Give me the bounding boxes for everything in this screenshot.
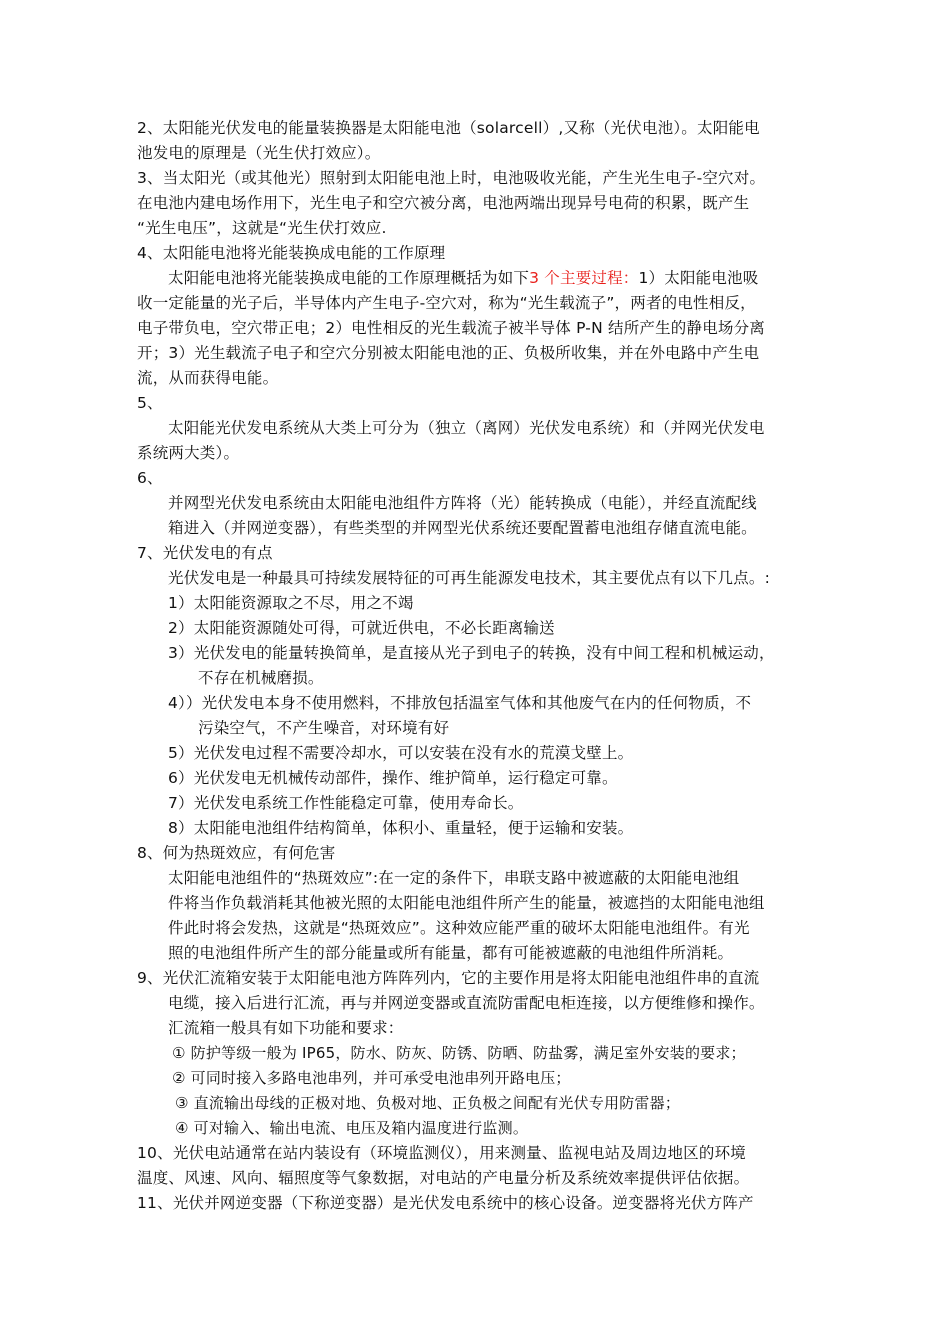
- q3-line-2: 在电池内建电场作用下，光生电子和空穴被分离，电池两端出现异号电荷的积累，既产生: [137, 194, 750, 212]
- q8-heading: 8、何为热斑效应，有何危害: [137, 844, 336, 862]
- q7-item-2: 2）太阳能资源随处可得，可就近供电，不必长距离输送: [168, 619, 555, 637]
- q7-item-6: 6）光伏发电无机械传动部件，操作、维护简单，运行稳定可靠。: [168, 769, 618, 787]
- q7-heading: 7、光伏发电的有点: [137, 544, 273, 562]
- q4-para-lead: 太阳能电池将光能装换成电能的工作原理概括为如下: [168, 269, 530, 287]
- q10-line-2: 温度、风速、风向、辐照度等气象数据，对电站的产电量分析及系统效率提供评估依据。: [137, 1169, 750, 1187]
- q8-line-4: 照的电池组件所产生的部分能量或所有能量，都有可能被遮蔽的电池组件所消耗。: [168, 944, 734, 962]
- q4-para-step1: 1）太阳能电池吸: [638, 269, 759, 287]
- q3-line-3: “光生电压”，这就是“光生伏打效应.: [137, 219, 387, 237]
- q11-line-1: 11、光伏并网逆变器（下称逆变器）是光伏发电系统中的核心设备。逆变器将光伏方阵产: [137, 1194, 754, 1212]
- q9-item-1: ① 防护等级一般为 IP65，防水、防灰、防锈、防晒、防盐雾，满足室外安装的要求；: [172, 1044, 746, 1062]
- q6-line-2: 箱进入（并网逆变器），有些类型的并网型光伏系统还要配置蓄电池组存储直流电能。: [168, 519, 757, 537]
- q9-line-3: 汇流箱一般具有如下功能和要求：: [168, 1019, 404, 1037]
- q9-line-2: 电缆，接入后进行汇流，再与并网逆变器或直流防雷配电柜连接，以方便维修和操作。: [168, 994, 765, 1012]
- q8-line-3: 件此时将会发热，这就是“热斑效应”。这种效应能严重的破坏太阳能电池组件。有光: [168, 919, 750, 937]
- q8-line-2: 件将当作负载消耗其他被光照的太阳能电池组件所产生的能量，被遮挡的太阳能电池组: [168, 894, 765, 912]
- q4-para-line-5: 流，从而获得电能。: [137, 369, 279, 387]
- q7-item-8: 8）太阳能电池组件结构简单，体积小、重量轻，便于运输和安装。: [168, 819, 634, 837]
- q7-intro: 光伏发电是一种最具可持续发展特征的可再生能源发电技术，其主要优点有以下几点。:: [168, 569, 771, 587]
- q5-line-1: 太阳能光伏发电系统从大类上可分为（独立（离网）光伏发电系统）和（并网光伏发电: [168, 419, 765, 437]
- q7-item-3-line-1: 3）光伏发电的能量转换简单，是直接从光子到电子的转换，没有中间工程和机械运动，: [168, 644, 775, 662]
- q5-line-2: 系统两大类）。: [137, 444, 240, 462]
- q4-para-line-2: 收一定能量的光子后，半导体内产生电子-空穴对，称为“光生载流子”，两者的电性相反，: [137, 294, 756, 312]
- q5-heading: 5、: [137, 394, 163, 412]
- q10-line-1: 10、光伏电站通常在站内装设有（环境监测仪），用来测量、监视电站及周边地区的环境: [137, 1144, 746, 1162]
- q9-line-1: 9、光伏汇流箱安装于太阳能电池方阵阵列内，它的主要作用是将太阳能电池组件串的直流: [137, 969, 760, 987]
- q6-line-1: 并网型光伏发电系统由太阳能电池组件方阵将（光）能转换成（电能），并经直流配线: [168, 494, 757, 512]
- q7-item-5: 5）光伏发电过程不需要冷却水，可以安装在没有水的荒漠戈壁上。: [168, 744, 634, 762]
- q9-item-4: ④ 可对输入、输出电流、电压及箱内温度进行监测。: [175, 1119, 529, 1137]
- q9-item-3: ③ 直流输出母线的正极对地、负极对地、正负极之间配有光伏专用防雷器；: [175, 1094, 681, 1112]
- q3-line-1: 3、当太阳光（或其他光）照射到太阳能电池上时，电池吸收光能，产生光生电子-空穴对。: [137, 169, 766, 187]
- q4-heading: 4、太阳能电池将光能装换成电能的工作原理: [137, 244, 446, 262]
- q4-para-line-4: 开；3）光生载流子电子和空穴分别被太阳能电池的正、负极所收集，并在外电路中产生电: [137, 344, 760, 362]
- q6-heading: 6、: [137, 469, 163, 487]
- q7-item-7: 7）光伏发电系统工作性能稳定可靠，使用寿命长。: [168, 794, 524, 812]
- q2-line-1: 2、太阳能光伏发电的能量装换器是太阳能电池（solarcell）,又称（光伏电池）。太阳能电: [137, 119, 760, 137]
- q2-line-2: 池发电的原理是（光生伏打效应）。: [137, 144, 381, 162]
- q4-para-line-3: 电子带负电，空穴带正电；2）电性相反的光生载流子被半导体 P-N 结所产生的静电场分离: [137, 319, 766, 337]
- q9-item-2: ② 可同时接入多路电池串列，并可承受电池串列开路电压；: [172, 1069, 571, 1087]
- q7-item-4-line-1: 4））光伏发电本身不使用燃料，不排放包括温室气体和其他废气在内的任何物质，不: [168, 694, 752, 712]
- q7-item-4-line-2: 污染空气，不产生噪音，对环境有好: [198, 719, 450, 737]
- q4-para-line-1: [168, 266, 758, 291]
- q7-item-1: 1）太阳能资源取之不尽，用之不竭: [168, 594, 414, 612]
- q7-item-3-line-2: 不存在机械磨损。: [198, 669, 324, 687]
- q8-line-1: 太阳能电池组件的“热斑效应”:在一定的条件下，串联支路中被遮蔽的太阳能电池组: [168, 869, 740, 887]
- three-processes-highlight: 3 个主要过程：: [529, 269, 639, 287]
